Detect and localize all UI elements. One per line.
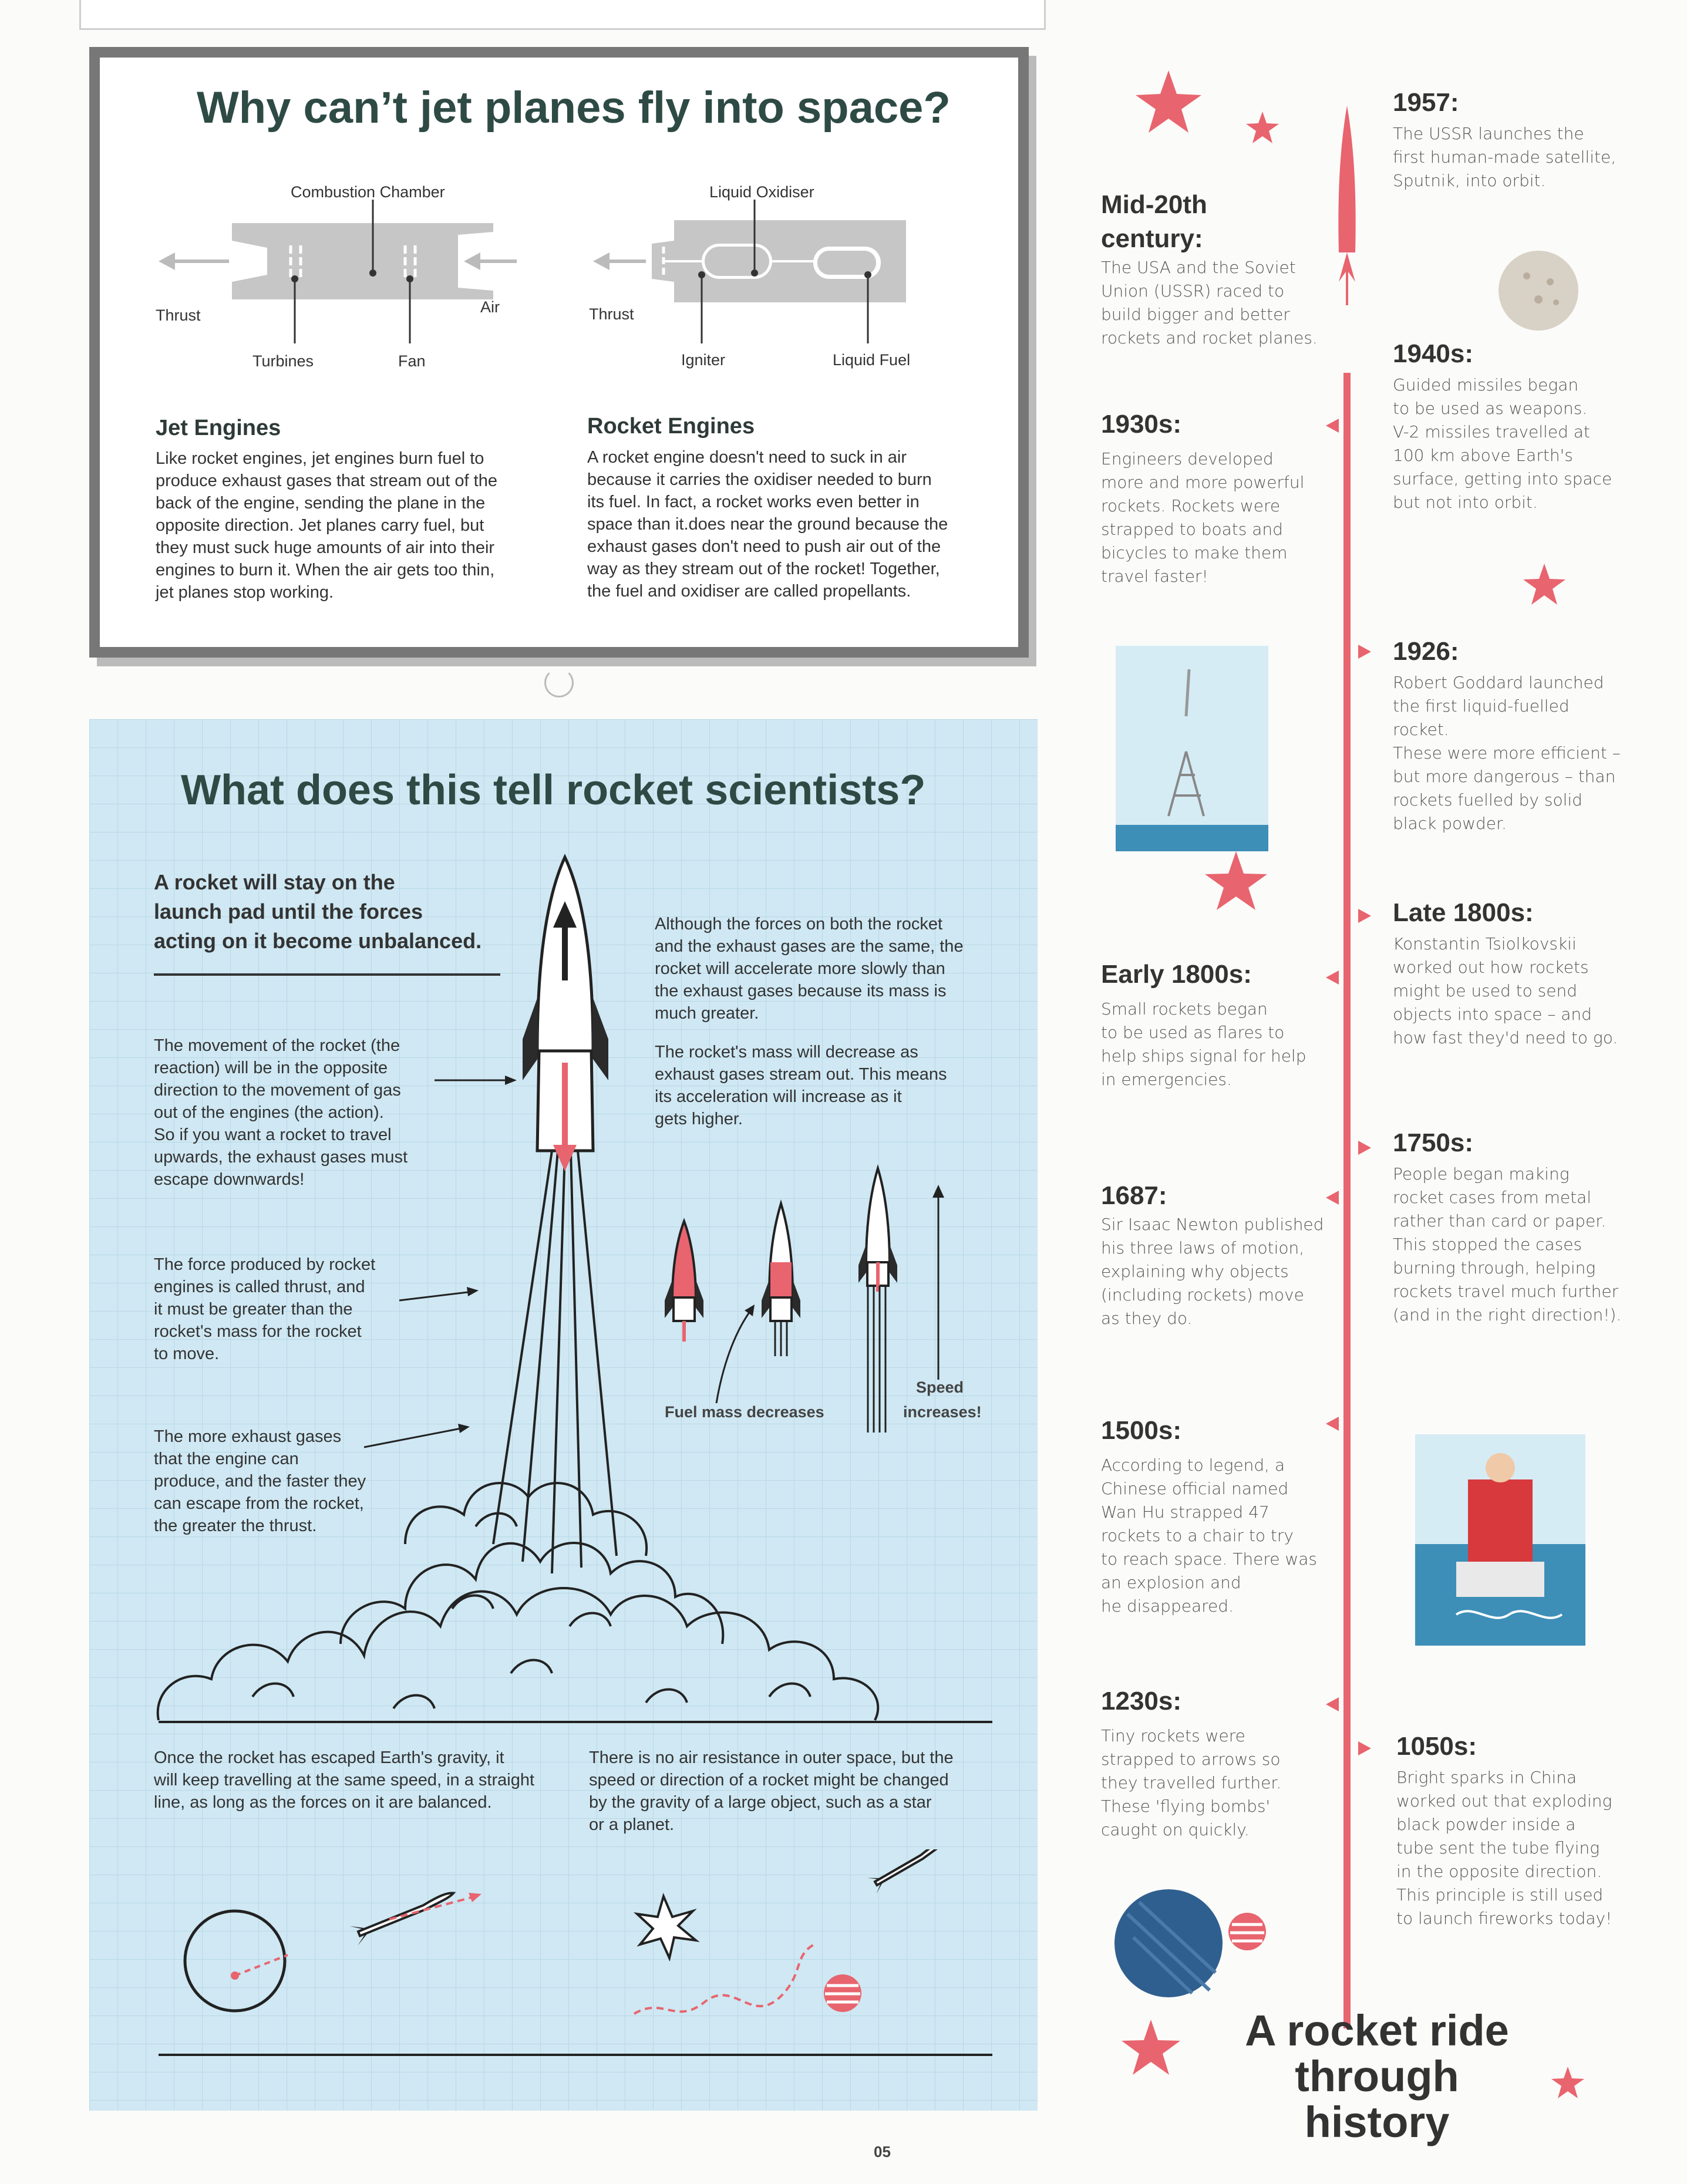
mass-text: The rocket's mass will decrease as exhaust gases stream out. This means its acceleration will increase as it gets higher.: [655, 1043, 947, 1128]
timeline-heading: 1930s:: [1101, 410, 1182, 439]
intro-text: A rocket will stay on the launch pad until the forces acting on it become unbalanced.: [154, 870, 482, 953]
rocket-engines-text: A rocket engine doesn't need to suck in air because it carries the oxidiser needed to burn its fuel. In fact, a rocket works even better in space than it.does near the ground because the exhaust gases don't need to push air out of the way as they stream out of the rocket! Together, the fuel and oxidiser are called propellants.: [587, 448, 948, 601]
rocket-small-3: [858, 1168, 897, 1433]
jet-section-title: Why can’t jet planes fly into space?: [197, 83, 951, 133]
rocket-small-2: [762, 1204, 800, 1356]
timeline-entry-1687: 1687: Sir Isaac Newton published his three laws of motion, explaining why objects (including rockets) move as they do.: [1101, 1181, 1330, 1330]
label-liquid-oxidiser: Liquid Oxidiser: [709, 183, 814, 201]
speed-label-2: increases!: [903, 1403, 982, 1421]
rocket-engines-heading: Rocket Engines: [587, 414, 755, 439]
timeline-heading: Mid-20th century:: [1101, 190, 1207, 253]
timeline-entry-1750s: 1750s: People began making rocket cases from metal rather than card or paper. This stopped the cases burning through, helping rockets travel much further (and in the right direction!).: [1393, 1128, 1634, 1327]
jet-engine-diagram: [141, 176, 517, 376]
rocket-engine-diagram: [581, 176, 945, 376]
timeline-entry-1940s: 1940s: Guided missiles began to be used as weapons. V-2 missiles travelled at 100 km above Earth's surface, getting into space but not into orbit.: [1393, 339, 1628, 514]
page-number: 05: [874, 2143, 891, 2161]
timeline-heading: 1957:: [1393, 88, 1459, 117]
gravity-text: Once the rocket has escaped Earth's gravity, it will keep travelling at the same speed, in a straight line, as long as the forces on it are balanced.: [154, 1748, 535, 1812]
timeline-entry-mid-20th: Mid-20th century: The USA and the Soviet Union (USSR) raced to build bigger and better rockets and rocket planes.: [1101, 188, 1324, 350]
top-strip: [79, 0, 1046, 30]
timeline-entry-1230s: 1230s: Tiny rockets were strapped to arrows so they travelled further. These 'flying bombs' caught on quickly.: [1101, 1687, 1324, 1842]
timeline-entry-1926: 1926: Robert Goddard launched the first liquid-fuelled rocket. These were more efficient – but more dangerous – than rockets fuelled by solid black powder.: [1393, 637, 1628, 835]
forces-text: Although the forces on both the rocket and the exhaust gases are the same, the rocket will accelerate more slowly than the exhaust gases because its mass is much greater.: [655, 915, 964, 1023]
label-rocket-thrust: Thrust: [589, 305, 634, 323]
ring-hole: [544, 668, 574, 697]
label-combustion-chamber: Combustion Chamber: [291, 183, 445, 201]
timeline-heading: 1050s:: [1396, 1732, 1477, 1761]
timeline-heading: 1926:: [1393, 637, 1459, 666]
timeline-entry-late-1800s: Late 1800s: Konstantin Tsiolkovskii worked out how rockets might be used to send objects into space – and how fast they'd need to go.: [1393, 898, 1628, 1050]
jet-engines-heading: Jet Engines: [156, 416, 281, 440]
label-fan: Fan: [398, 352, 426, 370]
timeline-heading: 1500s:: [1101, 1416, 1182, 1445]
timeline-heading: Early 1800s:: [1101, 960, 1252, 989]
label-air: Air: [480, 298, 500, 316]
rocket-small-1: [665, 1221, 703, 1342]
label-turbines: Turbines: [252, 352, 314, 370]
fuel-mass-label: Fuel mass decreases: [665, 1403, 824, 1421]
movement-text: The movement of the rocket (the reaction) will be in the opposite direction to the movement of gas out of the engines (the action). So if you want a rocket to travel upwards, the exhaust gases must escape downwards!: [154, 1036, 408, 1189]
timeline-entry-1500s: 1500s: According to legend, a Chinese official named Wan Hu strapped 47 rockets to a chair to try to reach space. There was an explosion and he disappeared.: [1101, 1416, 1324, 1618]
timeline-entry-1957: 1957: The USSR launches the first human-made satellite, Sputnik, into orbit.: [1393, 88, 1628, 193]
timeline-entry-early-1800s: Early 1800s: Small rockets began to be used as flares to help ships signal for help in emergencies.: [1101, 960, 1324, 1091]
timeline-heading: 1687:: [1101, 1181, 1167, 1210]
label-jet-thrust: Thrust: [156, 306, 201, 324]
speed-label-1: Speed: [916, 1379, 964, 1396]
timeline-heading: 1230s:: [1101, 1687, 1182, 1715]
air-resistance-text: There is no air resistance in outer space, but the speed or direction of a rocket might be changed by the gravity of a large object, such as a star or a planet.: [589, 1748, 954, 1834]
timeline-entry-1050s: 1050s: Bright sparks in China worked out that exploding black powder inside a tube sent the tube flying in the opposite direction. This principle is still used to launch fireworks today!: [1396, 1732, 1637, 1930]
space-travel-illustration: [147, 1849, 998, 2061]
timeline-heading: 1750s:: [1393, 1128, 1474, 1157]
label-liquid-fuel: Liquid Fuel: [833, 351, 911, 369]
science-section-title: What does this tell rocket scientists?: [181, 767, 926, 814]
label-igniter: Igniter: [681, 351, 726, 369]
timeline-heading: 1940s:: [1393, 339, 1474, 368]
timeline-title: A rocket ride through history: [1245, 2006, 1509, 2146]
thrust-text: The force produced by rocket engines is called thrust, and it must be greater than the rocket's mass for the rocket to move.: [154, 1255, 376, 1363]
exhaust-text: The more exhaust gases that the engine can produce, and the faster they can escape from the rocket, the greater the thrust.: [154, 1427, 366, 1535]
timeline-entry-1930s: 1930s: Engineers developed more and more powerful rockets. Rockets were strapped to boats and bicycles to make them travel faster!: [1101, 410, 1324, 588]
timeline-heading: Late 1800s:: [1393, 898, 1534, 927]
jet-engines-text: Like rocket engines, jet engines burn fuel to produce exhaust gases that stream out of the back of the engine, sending the plane in the opposite direction. Jet planes carry fuel, but they must suck huge amounts of air into their engines to burn it. When the air gets too thin, jet planes stop working.: [156, 449, 497, 602]
